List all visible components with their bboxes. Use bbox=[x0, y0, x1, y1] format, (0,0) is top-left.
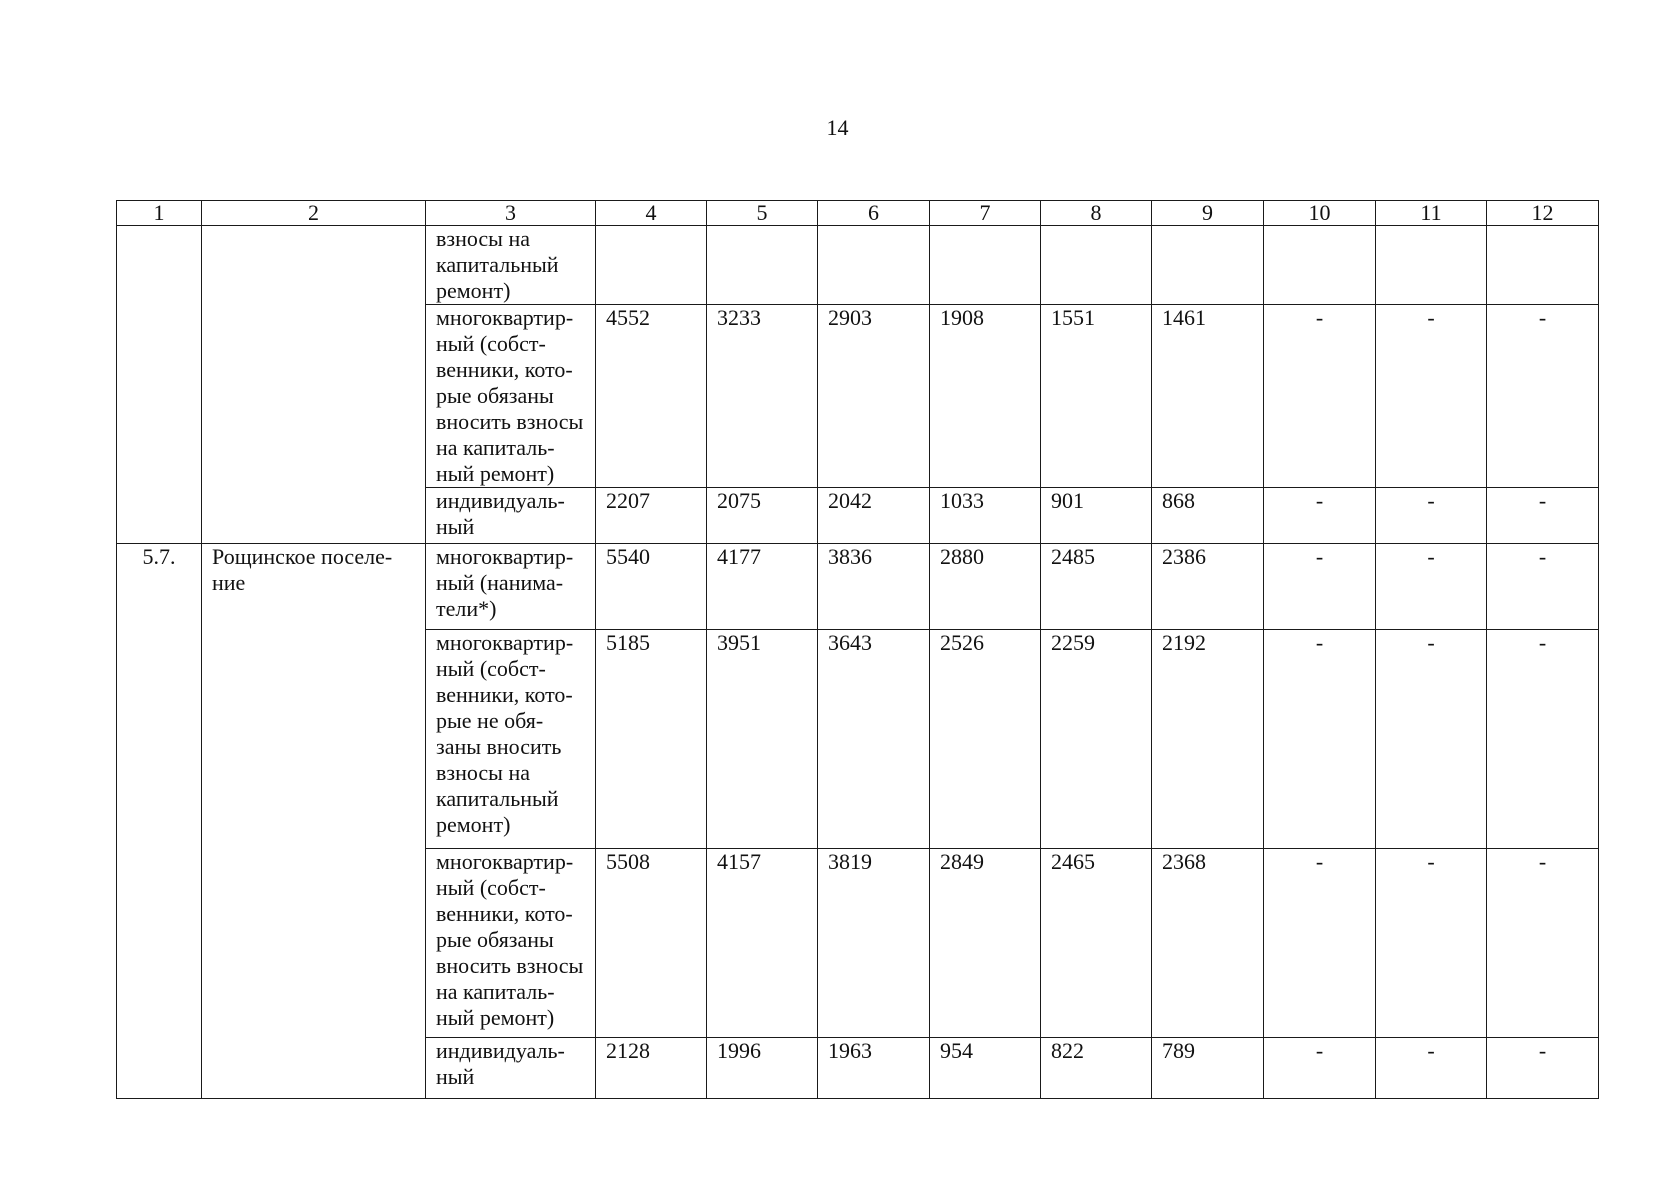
column-number: 4 bbox=[596, 201, 707, 226]
housing-type-cell: многоквартир-ный (собст-венники, кото-рые обязаны вносить взносы на капиталь-ный ремонт) bbox=[426, 849, 596, 1038]
value-cell: 2386 bbox=[1152, 544, 1264, 630]
value-cell: 2042 bbox=[818, 488, 930, 544]
value-cell bbox=[1487, 226, 1599, 305]
column-number: 10 bbox=[1264, 201, 1376, 226]
value-cell: - bbox=[1376, 544, 1487, 630]
value-cell: 2192 bbox=[1152, 630, 1264, 849]
column-number: 3 bbox=[426, 201, 596, 226]
value-cell: 1908 bbox=[930, 305, 1041, 488]
value-cell bbox=[707, 226, 818, 305]
page-number: 14 bbox=[826, 115, 849, 140]
value-cell bbox=[1041, 226, 1152, 305]
value-cell: - bbox=[1376, 630, 1487, 849]
value-cell: - bbox=[1487, 849, 1599, 1038]
value-cell: 901 bbox=[1041, 488, 1152, 544]
value-cell: 1996 bbox=[707, 1038, 818, 1099]
settlement-cell: Рощинское поселе-ние bbox=[202, 544, 426, 1099]
column-number: 6 bbox=[818, 201, 930, 226]
value-cell: 2903 bbox=[818, 305, 930, 488]
column-number: 1 bbox=[117, 201, 202, 226]
column-number-row bbox=[117, 201, 1599, 226]
tariff-table bbox=[116, 200, 1599, 1099]
value-cell: 5508 bbox=[596, 849, 707, 1038]
value-cell bbox=[1152, 226, 1264, 305]
value-cell: 2465 bbox=[1041, 849, 1152, 1038]
value-cell bbox=[1376, 226, 1487, 305]
value-cell: - bbox=[1264, 488, 1376, 544]
value-cell bbox=[818, 226, 930, 305]
value-cell bbox=[1264, 226, 1376, 305]
value-cell: 4552 bbox=[596, 305, 707, 488]
value-cell: 1551 bbox=[1041, 305, 1152, 488]
value-cell: 2880 bbox=[930, 544, 1041, 630]
value-cell: 1461 bbox=[1152, 305, 1264, 488]
value-cell: 2526 bbox=[930, 630, 1041, 849]
column-number: 8 bbox=[1041, 201, 1152, 226]
table-row bbox=[117, 226, 1599, 305]
column-number: 11 bbox=[1376, 201, 1487, 226]
value-cell bbox=[596, 226, 707, 305]
value-cell: 3643 bbox=[818, 630, 930, 849]
value-cell: - bbox=[1264, 849, 1376, 1038]
settlement-cell bbox=[202, 226, 426, 544]
value-cell: 2485 bbox=[1041, 544, 1152, 630]
value-cell: 822 bbox=[1041, 1038, 1152, 1099]
housing-type-cell: индивидуаль-ный bbox=[426, 488, 596, 544]
row-number-cell: 5.7. bbox=[117, 544, 202, 1099]
housing-type-cell: индивидуаль-ный bbox=[426, 1038, 596, 1099]
housing-type-cell: многоквартир-ный (нанима-тели*) bbox=[426, 544, 596, 630]
column-number: 7 bbox=[930, 201, 1041, 226]
value-cell: 5540 bbox=[596, 544, 707, 630]
value-cell: - bbox=[1487, 630, 1599, 849]
value-cell: 4157 bbox=[707, 849, 818, 1038]
value-cell: 2075 bbox=[707, 488, 818, 544]
housing-type-cell: многоквартир-ный (собст-венники, кото-рые обязаны вносить взносы на капиталь-ный ремонт) bbox=[426, 305, 596, 488]
value-cell: 4177 bbox=[707, 544, 818, 630]
value-cell: - bbox=[1376, 305, 1487, 488]
row-number-cell bbox=[117, 226, 202, 544]
value-cell: 2849 bbox=[930, 849, 1041, 1038]
value-cell: - bbox=[1487, 488, 1599, 544]
value-cell: 1033 bbox=[930, 488, 1041, 544]
value-cell: 2128 bbox=[596, 1038, 707, 1099]
value-cell: 2207 bbox=[596, 488, 707, 544]
value-cell: 2368 bbox=[1152, 849, 1264, 1038]
value-cell: 868 bbox=[1152, 488, 1264, 544]
table-row bbox=[117, 544, 1599, 630]
value-cell: 2259 bbox=[1041, 630, 1152, 849]
value-cell: 1963 bbox=[818, 1038, 930, 1099]
column-number: 2 bbox=[202, 201, 426, 226]
column-number: 5 bbox=[707, 201, 818, 226]
value-cell: - bbox=[1487, 544, 1599, 630]
value-cell: 954 bbox=[930, 1038, 1041, 1099]
value-cell: 3836 bbox=[818, 544, 930, 630]
value-cell: - bbox=[1487, 305, 1599, 488]
value-cell: - bbox=[1264, 544, 1376, 630]
value-cell: - bbox=[1264, 1038, 1376, 1099]
value-cell: - bbox=[1264, 630, 1376, 849]
housing-type-cell: многоквартир-ный (собст-венники, кото-рые не обя-заны вносить взносы на капитальный ремонт) bbox=[426, 630, 596, 849]
value-cell: - bbox=[1376, 488, 1487, 544]
value-cell bbox=[930, 226, 1041, 305]
column-number: 12 bbox=[1487, 201, 1599, 226]
housing-type-cell: взносы на капитальный ремонт) bbox=[426, 226, 596, 305]
value-cell: - bbox=[1376, 849, 1487, 1038]
value-cell: - bbox=[1376, 1038, 1487, 1099]
value-cell: 3233 bbox=[707, 305, 818, 488]
column-number: 9 bbox=[1152, 201, 1264, 226]
value-cell: 5185 bbox=[596, 630, 707, 849]
value-cell: 3951 bbox=[707, 630, 818, 849]
value-cell: - bbox=[1264, 305, 1376, 488]
value-cell: 789 bbox=[1152, 1038, 1264, 1099]
value-cell: 3819 bbox=[818, 849, 930, 1038]
value-cell: - bbox=[1487, 1038, 1599, 1099]
